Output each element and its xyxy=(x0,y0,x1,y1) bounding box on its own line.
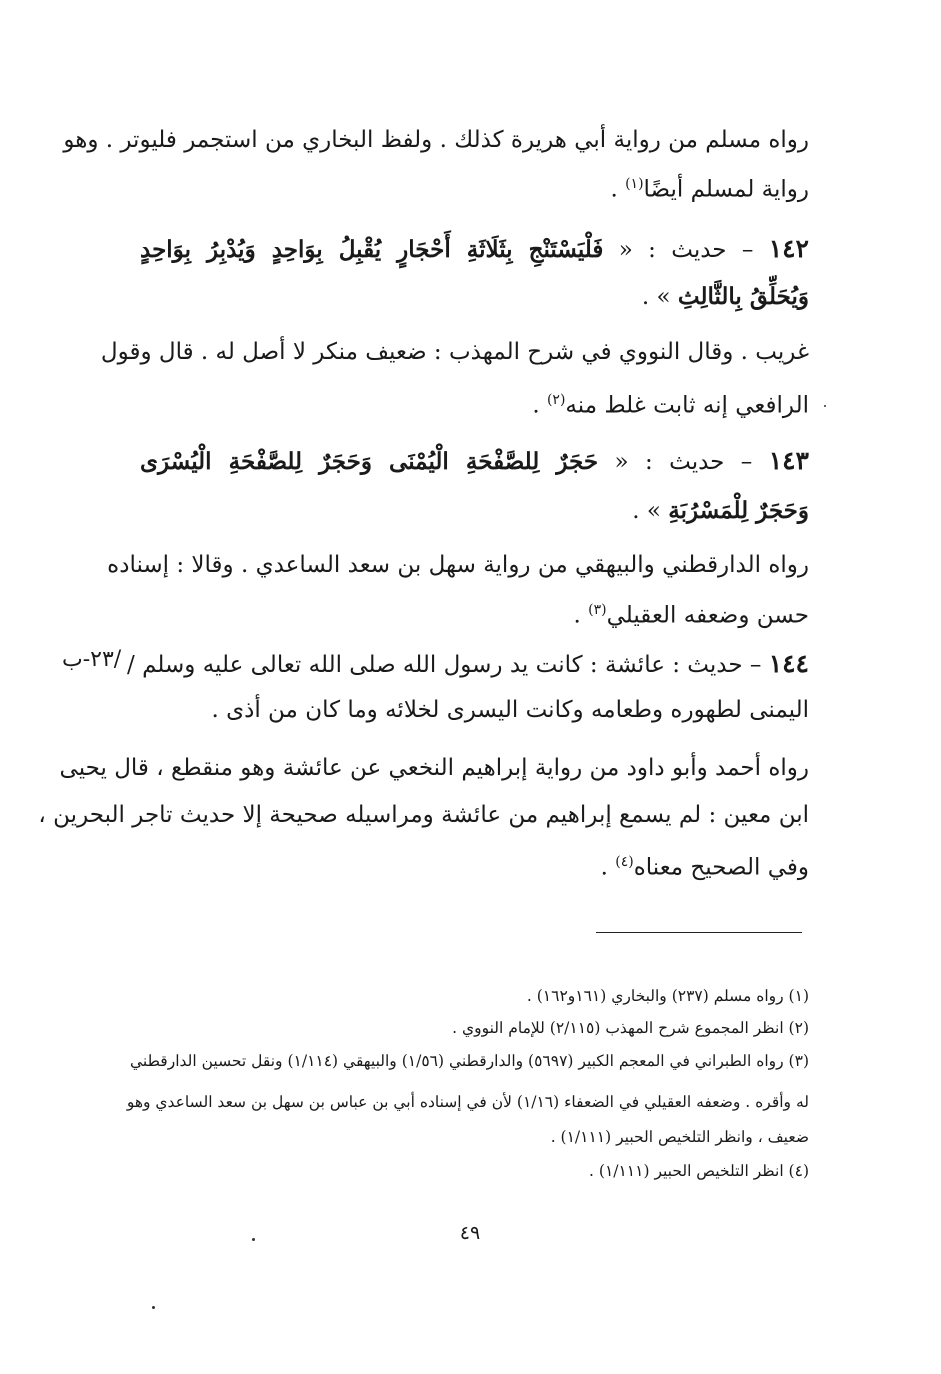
footnote-ref-4: (٤) xyxy=(615,854,634,870)
paragraph-4-line-3 xyxy=(601,842,809,888)
footnote-3-line-1: (٣) رواه الطبراني في المعجم الكبير (٥٦٩٧) والدارقطني (١/٥٦) والبيهقي (١/١١٤) ونقل تحسين الدارقطني xyxy=(130,1052,809,1070)
hadith-144-line-1 xyxy=(127,644,809,685)
scan-speck xyxy=(824,405,826,407)
footnote-4: (٤) انظر التلخيص الحبير (١/١١١) . xyxy=(589,1162,809,1180)
hadith-143-text-1: حَجَرٌ لِلصَّفْحَةِ الْيُمْنَى وَحَجَرٌ لِلصَّفْحَةِ الْيُسْرَى xyxy=(140,448,599,475)
footnote-ref-3: (٣) xyxy=(588,602,607,618)
paragraph-2-line-1: غريب . وقال النووي في شرح المهذب : ضعيف منكر لا أصل له . قال وقول xyxy=(100,339,809,365)
footnote-3-line-3: ضعيف ، وانظر التلخيص الحبير (١/١١١) . xyxy=(550,1128,809,1146)
footnote-1: (١) رواه مسلم (٢٣٧) والبخاري (١٦١و١٦٢) . xyxy=(526,987,809,1005)
hadith-143-label: – حديث : « xyxy=(598,449,769,475)
hadith-143-text-2: وَحَجَرٌ لِلْمَسْرُبَةِ xyxy=(668,497,809,524)
hadith-number-142: ١٤٢ xyxy=(768,234,809,263)
paragraph-3-text: حسن وضعفه العقيلي xyxy=(606,602,809,629)
hadith-142-close: » . xyxy=(641,284,678,310)
page-number: ٤٩ xyxy=(459,1222,481,1244)
footnote-3-line-2: له وأقره . وضعفه العقيلي في الضعفاء (١/١٦) لأن في إسناده أبي بن عباس بن سهل بن سعد الساعدي وهو xyxy=(126,1093,809,1111)
hadith-number-143: ١٤٣ xyxy=(768,446,809,475)
footnote-ref-2: (٢) xyxy=(546,392,566,408)
hadith-142-line-2 xyxy=(642,277,809,317)
paragraph-2-end: . xyxy=(532,392,547,419)
footnote-ref-1: (١) xyxy=(625,176,644,192)
paragraph-1-line-2 xyxy=(610,164,809,210)
manuscript-folio-note: /٢٣-ب xyxy=(62,647,122,672)
paragraph-3-line-1: رواه الدارقطني والبيهقي من رواية سهل بن سعد الساعدي . وقالا : إسناده xyxy=(107,552,809,578)
paragraph-2-line-2 xyxy=(532,380,809,426)
footnote-separator xyxy=(596,932,802,933)
paragraph-4-text: وفي الصحيح معناه xyxy=(633,854,809,881)
hadith-143-close: » . xyxy=(632,498,669,524)
hadith-142-label: – حديث : « xyxy=(603,237,769,263)
hadith-142-line-1 xyxy=(140,229,809,270)
paragraph-1-text: رواية لمسلم أيضًا xyxy=(643,176,809,203)
footnote-2: (٢) انظر المجموع شرح المهذب (٢/١١٥) للإمام النووي . xyxy=(452,1019,809,1037)
paragraph-3-line-2 xyxy=(573,590,809,636)
hadith-143-line-1 xyxy=(140,441,809,482)
paragraph-1-line-1: رواه مسلم من رواية أبي هريرة كذلك . ولفظ البخاري من استجمر فليوتر . وهو xyxy=(63,127,809,153)
hadith-143-line-2 xyxy=(632,491,809,531)
hadith-142-text-2: وَيُحَلِّقُ بِالثَّالِثِ xyxy=(677,283,809,310)
paragraph-2-text: الرافعي إنه ثابت غلط منه xyxy=(565,392,809,419)
paragraph-3-end: . xyxy=(573,602,589,629)
paragraph-4-line-1: رواه أحمد وأبو داود من رواية إبراهيم النخعي عن عائشة وهو منقطع ، قال يحيى xyxy=(59,755,809,781)
hadith-144-line-2: اليمنى لطهوره وطعامه وكانت اليسرى لخلائه وما كان من أذى . xyxy=(211,697,809,723)
scan-speck xyxy=(252,1238,255,1241)
scan-speck xyxy=(152,1306,155,1309)
hadith-number-144: ١٤٤ xyxy=(768,649,809,678)
hadith-144-text-1: – حديث : عائشة : كانت يد رسول الله صلى الله تعالى عليه وسلم / xyxy=(127,652,769,678)
hadith-142-text-1: فَلْيَسْتَنْجِ بِثَلَاثَةِ أَحْجَارٍ يُقْبِلُ بِوَاحِدٍ وَيُدْبِرُ بِوَاحِدٍ xyxy=(140,236,604,263)
paragraph-4-line-2: ابن معين : لم يسمع إبراهيم من عائشة ومراسيله صحيحة إلا حديث تاجر البحرين ، xyxy=(38,802,809,828)
paragraph-1-end: . xyxy=(610,176,626,203)
paragraph-4-end: . xyxy=(600,854,616,881)
